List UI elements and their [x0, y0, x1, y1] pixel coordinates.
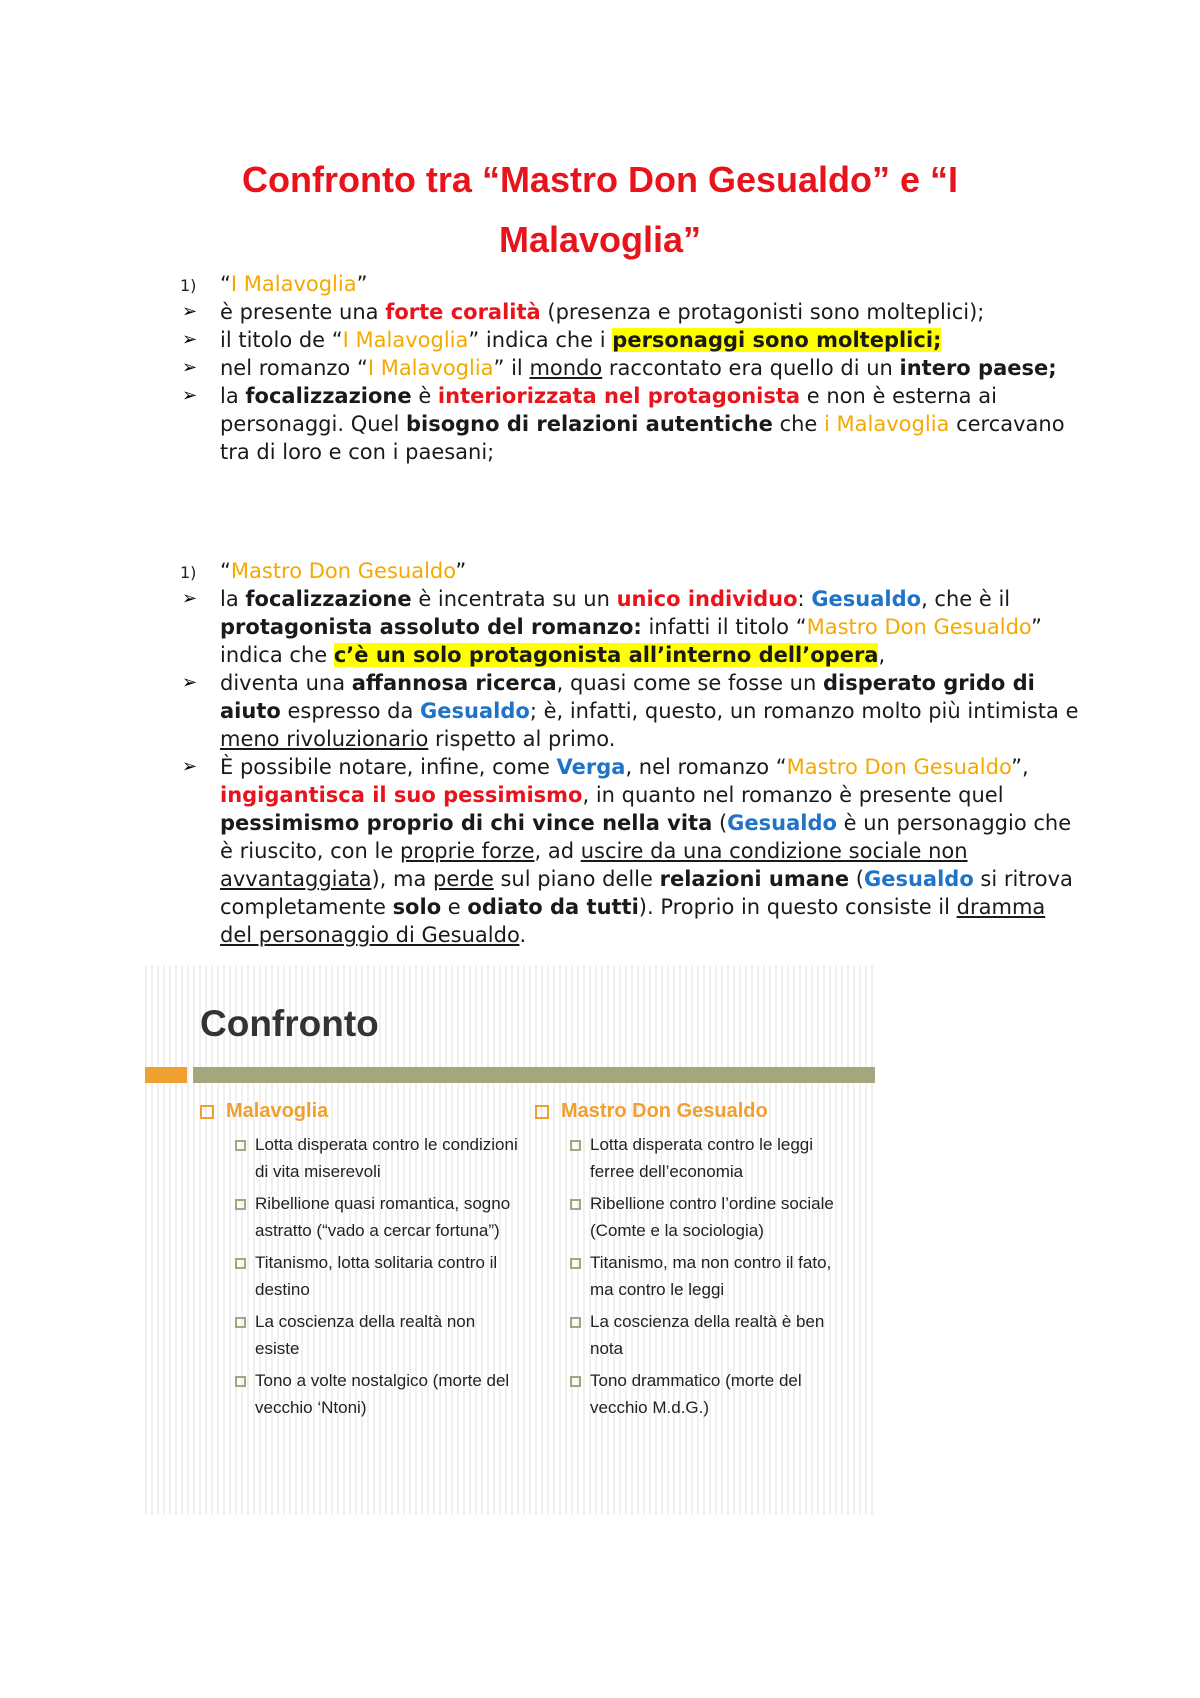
square-bullet-icon [200, 1105, 214, 1119]
slide-accent-bar [145, 1067, 187, 1083]
square-bullet-icon [570, 1140, 581, 1151]
section-heading [180, 270, 1080, 298]
list-item: ➢ la focalizzazione è incentrata su un unico individuo: Gesualdo, che è il protagonista assoluto del romanzo: infatti il titolo “Mastro Don Gesualdo” indica che c’è un solo protagonista all’interno dell’opera, [182, 587, 1042, 667]
list-item: Ribellione quasi romantica, sogno astratto (“vado a cercar fortuna”) [235, 1190, 520, 1244]
list-item: ➢ è presente una forte coralità (presenza e protagonisti sono molteplici); [182, 300, 985, 324]
list-item: Titanismo, lotta solitaria contro il destino [235, 1249, 520, 1303]
arrow-bullet-icon: ➢ [182, 588, 198, 609]
section-heading-text: “Mastro Don Gesualdo” [220, 559, 467, 583]
list-item: Titanismo, ma non contro il fato, ma contro le leggi [570, 1249, 855, 1303]
square-bullet-icon [235, 1199, 246, 1210]
list-item: Lotta disperata contro le leggi ferree dell’economia [570, 1131, 855, 1185]
square-bullet-icon [235, 1376, 246, 1387]
list-item: ➢ la focalizzazione è interiorizzata nel protagonista e non è esterna ai personaggi. Quel bisogno di relazioni autentiche che i Malavoglia cercavano tra di loro e con i paesani; [182, 384, 1065, 464]
list-item: ➢ diventa una affannosa ricerca, quasi come se fosse un disperato grido di aiuto espresso da Gesualdo; è, infatti, questo, un romanzo molto più intimista e meno rivoluzionario rispetto al primo. [182, 671, 1079, 751]
arrow-bullet-icon: ➢ [182, 756, 198, 777]
comparison-slide-image [145, 965, 875, 1515]
arrow-bullet-icon: ➢ [182, 357, 198, 378]
section-heading [180, 557, 1080, 585]
arrow-bullet-icon: ➢ [182, 385, 198, 406]
column-heading: Mastro Don Gesualdo [535, 1100, 855, 1123]
slide-column-mastro-don-gesualdo [535, 1100, 855, 1426]
bullet-list [180, 298, 1080, 466]
bullet-list [180, 585, 1080, 949]
square-bullet-icon [570, 1376, 581, 1387]
column-heading: Malavoglia [200, 1100, 520, 1123]
list-item: Ribellione contro l’ordine sociale (Comte e la sociologia) [570, 1190, 855, 1244]
section-malavoglia [180, 270, 1080, 466]
column-list [200, 1131, 520, 1421]
list-item: La coscienza della realtà non esiste [235, 1308, 520, 1362]
list-item: ➢ È possibile notare, infine, come Verga, nel romanzo “Mastro Don Gesualdo”, ingigantisca il suo pessimismo, in quanto nel romanzo è presente quel pessimismo proprio di chi vince nella vita (Gesualdo è un personaggio che è riuscito, con le proprie forze, ad uscire da una condizione sociale non avvantaggiata), ma perde sul piano delle relazioni umane (Gesualdo si ritrova completamente solo e odiato da tutti). Proprio in questo consiste il dramma del personaggio di Gesualdo. [182, 755, 1073, 947]
square-bullet-icon [235, 1140, 246, 1151]
arrow-bullet-icon: ➢ [182, 672, 198, 693]
list-item: Tono drammatico (morte del vecchio M.d.G.) [570, 1367, 855, 1421]
page-title [180, 150, 1020, 270]
title-line-1: Confronto tra “Mastro Don Gesualdo” e “I [241, 159, 959, 200]
slide-divider-bar [193, 1067, 875, 1083]
section-heading-text: “I Malavoglia” [220, 272, 368, 296]
list-item: La coscienza della realtà è ben nota [570, 1308, 855, 1362]
square-bullet-icon [235, 1258, 246, 1269]
list-item: Lotta disperata contro le condizioni di vita miserevoli [235, 1131, 520, 1185]
list-item: ➢ il titolo de “I Malavoglia” indica che i personaggi sono molteplici; [182, 328, 942, 352]
title-line-2: Malavoglia” [498, 219, 702, 260]
arrow-bullet-icon: ➢ [182, 329, 198, 350]
slide-column-malavoglia [200, 1100, 520, 1426]
arrow-bullet-icon: ➢ [182, 301, 198, 322]
square-bullet-icon [570, 1199, 581, 1210]
square-bullet-icon [535, 1105, 549, 1119]
square-bullet-icon [570, 1317, 581, 1328]
column-list [535, 1131, 855, 1421]
square-bullet-icon [235, 1317, 246, 1328]
square-bullet-icon [570, 1258, 581, 1269]
section-number: 1) [180, 276, 197, 295]
section-number: 1) [180, 563, 197, 582]
section-mastro-don-gesualdo [180, 557, 1080, 949]
list-item: Tono a volte nostalgico (morte del vecchio ‘Ntoni) [235, 1367, 520, 1421]
list-item: ➢ nel romanzo “I Malavoglia” il mondo raccontato era quello di un intero paese; [182, 356, 1057, 380]
slide-title: Confronto [200, 1003, 379, 1044]
